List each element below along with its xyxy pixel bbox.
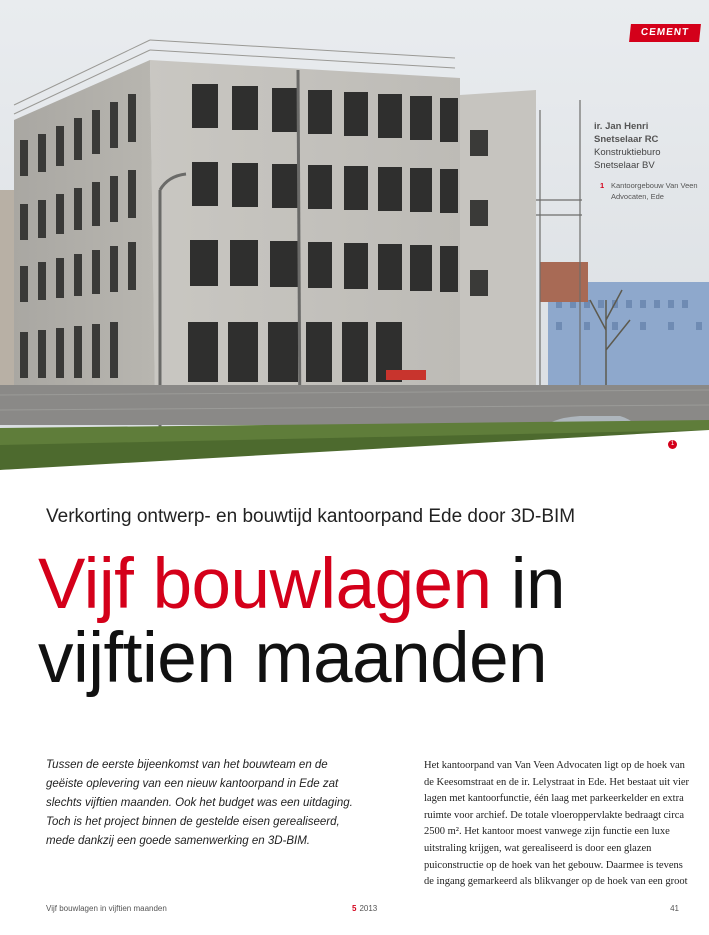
article-intro: Tussen de eerste bijeenkomst van het bouwteam en de geëiste oplevering van een nieuw kantoorpand in Ede zat slechts vijftien maanden. Ook het budget was een uitdaging. Toch is het project binnen de gestelde eisen gerealiseerd, mede dankzij een goede samenwerking en 3D-BIM. xyxy=(46,759,353,847)
author-org-line-1: Konstruktieburo xyxy=(594,147,661,158)
footer-year: 2013 xyxy=(359,904,378,913)
caption-line-1: Kantoorgebouw Van Veen xyxy=(611,181,698,190)
article-subtitle: Verkorting ontwerp- en bouwtijd kantoorpand Ede door 3D-BIM xyxy=(46,506,576,527)
article-body: Het kantoorpand van Van Veen Advocaten ligt op de hoek van de Keesomstraat en de ir. Lelystraat in Ede. Het bestaat uit vier lagen met kantoorfunctie, één laag met parkeerkelder en extra ruimte voor archief. De totale vloeroppervlakte bedraagt circa 2500 m². Het kantoor moest vanwege zijn functie een luxe uitstraling krijgen, wat gerealiseerd is door een glazen puiconstructie op de hoek van het gebouw. Daarmee is tevens de ingang gemarkeerd als blikvanger op de hoek van een groot xyxy=(424,760,690,888)
title-black-part-1: in xyxy=(491,545,566,624)
footer-issue xyxy=(352,904,377,913)
title-black-part-2: vijftien maanden xyxy=(38,619,548,698)
footer-running-title: Vijf bouwlagen in vijftien maanden xyxy=(46,904,167,913)
footer-issue-number: 5 xyxy=(352,904,357,913)
page-number: 41 xyxy=(670,904,679,913)
title-red-part: Vijf bouwlagen xyxy=(38,545,492,624)
photo-marker: 1 xyxy=(668,440,677,449)
caption-number: 1 xyxy=(600,181,605,190)
article-title xyxy=(38,545,566,698)
author-org-line-2: Snetselaar BV xyxy=(594,160,655,171)
author-name-line-2: Snetselaar RC xyxy=(594,134,659,145)
author-name-line-1: ir. Jan Henri xyxy=(594,121,649,132)
caption-line-2: Advocaten, Ede xyxy=(611,192,664,201)
magazine-logo: CEMENT xyxy=(629,24,701,42)
author-credit xyxy=(594,120,706,172)
photo-caption xyxy=(600,180,707,202)
